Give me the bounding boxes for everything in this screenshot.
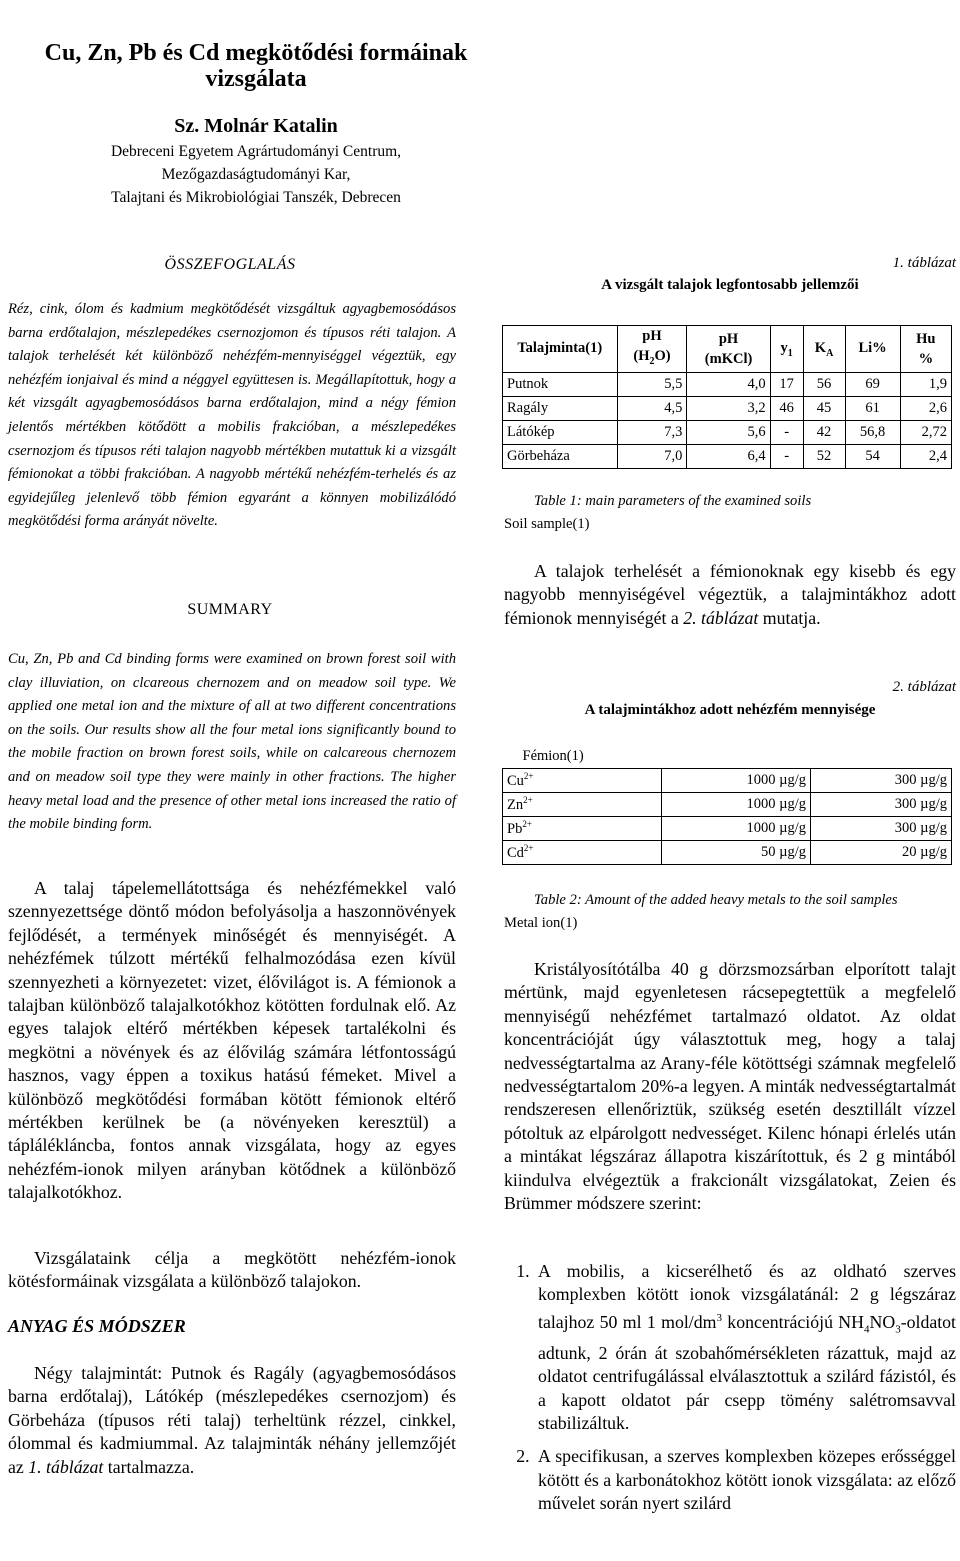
author-name: Sz. Molnár Katalin bbox=[174, 115, 338, 137]
table2-label: 2. táblázat bbox=[892, 679, 956, 695]
table-reference[interactable]: 1. táblázat bbox=[28, 1456, 104, 1477]
table-cell: 1,9 bbox=[900, 372, 951, 396]
table-cell: 1000 µg/g bbox=[662, 769, 811, 793]
table-cell: 42 bbox=[803, 420, 845, 444]
table-cell: 300 µg/g bbox=[811, 793, 952, 817]
load-text-end: mutatja. bbox=[758, 607, 821, 628]
table-cell: $Cd^{2+}$ bbox=[503, 841, 662, 865]
table1-caption: Table 1: main parameters of the examined soils bbox=[534, 493, 812, 509]
affiliation bbox=[0, 140, 512, 209]
table-cell: 2,72 bbox=[900, 420, 951, 444]
table-cell: 56 bbox=[803, 372, 845, 396]
load-paragraph bbox=[504, 560, 956, 630]
table1 bbox=[502, 325, 952, 469]
affiliation-line: Mezőgazdaságtudományi Kar, bbox=[161, 166, 351, 183]
table-row bbox=[503, 841, 952, 865]
list-item: 2. A specifikusan, a szerves komplexben közepes erősséggel kötött és a karbonátokhoz kötött ionok vizsgálata: az előző művelet során nyert szilárd bbox=[534, 1445, 956, 1515]
col-header: $K_A$ bbox=[803, 326, 845, 373]
table-cell: 2,4 bbox=[900, 444, 951, 468]
table-cell: 3,2 bbox=[687, 396, 770, 420]
table1-caption-sub: Soil sample(1) bbox=[504, 516, 590, 532]
table-cell: 4,0 bbox=[687, 372, 770, 396]
table-cell: - bbox=[770, 420, 803, 444]
table-cell: 4,5 bbox=[617, 396, 687, 420]
procedure-list bbox=[504, 1260, 956, 1516]
col-header: Fémion(1) bbox=[503, 745, 952, 769]
table-cell: 6,4 bbox=[687, 444, 770, 468]
table2-caption-sub: Metal ion(1) bbox=[504, 915, 578, 931]
table-cell: 45 bbox=[803, 396, 845, 420]
col-header: Talajminta(1) bbox=[503, 326, 618, 373]
table-row bbox=[503, 420, 952, 444]
table1-title: A vizsgált talajok legfontosabb jellemzői bbox=[601, 277, 859, 293]
table-cell: 17 bbox=[770, 372, 803, 396]
table-cell: 52 bbox=[803, 444, 845, 468]
affiliation-line: Debreceni Egyetem Agrártudományi Centrum, bbox=[110, 143, 402, 160]
list-item: 1. A mobilis, a kicserélhető és az oldható szerves komplexben kötött ionok vizsgálatánál: 2 g légszáraz talajhoz 50 ml 1 mol/$dm^3$ koncentrációjú $NH_4NO_3$-oldatot adtunk, 2 órán át szobahőmérsékleten rázattuk, majd az oldatot centrifugálással elválasztottuk a szilárd fázistól, és a kapott oldatot pár csepp tömény salétromsavval stabilizáltuk. bbox=[534, 1260, 956, 1435]
table-row bbox=[503, 372, 952, 396]
table-cell: 5,6 bbox=[687, 420, 770, 444]
abstract-text: Réz, cink, ólom és kadmium megkötődését vizsgáltuk agyagbemosódásos barna erdőtalajon, mészlepedékes csernozjomon és típusos réti talajon. A talajok terhelését két különböző nehézfém-mennyiséggel végeztük, egy nehézfém ionjaival és mind a néggyel együttesen is. Megállapítottuk, hogy a két vizsgált agyagbemosódásos barna erdőtalajon, mind a négy fémion jelentős mértékben kötődött a mobilis frakcióban, a mészlepedékes csernozjom és típusos réti talajon nagyobb mértékben mutattuk ki a vizsgált fémionokat a többi frakcióban. A nagyobb mértékű nehézfém-terhelés és az egyidejűleg jelenlevő több fémion egyaránt a könnyen mobilizálódó megkötődési forma arányát növelte. bbox=[8, 301, 456, 530]
table-row bbox=[503, 769, 952, 793]
table-cell: Ragály bbox=[503, 396, 618, 420]
table-cell: 7,3 bbox=[617, 420, 687, 444]
col-header: pH (mKCl) bbox=[687, 326, 770, 373]
table-cell: 1000 µg/g bbox=[662, 817, 811, 841]
table-cell: 50 µg/g bbox=[662, 841, 811, 865]
table-cell: 20 µg/g bbox=[811, 841, 952, 865]
table-cell: $Pb^{2+}$ bbox=[503, 817, 662, 841]
table-cell: 2,6 bbox=[900, 396, 951, 420]
table1-label: 1. táblázat bbox=[892, 255, 956, 271]
col-header: $y_1$ bbox=[770, 326, 803, 373]
table-cell: Putnok bbox=[503, 372, 618, 396]
table-cell: 5,5 bbox=[617, 372, 687, 396]
aim-paragraph: Vizsgálataink célja a megkötött nehézfém-ionok kötésformáinak vizsgálata a különböző talajokon. bbox=[8, 1248, 456, 1292]
load-text: A talajok terhelését a fémionoknak egy kisebb és egy nagyobb mennyiségével végeztük, a talajmintákhoz adott fémionok mennyiségét a bbox=[504, 561, 956, 628]
paper-title: Cu, Zn, Pb és Cd megkötődési formáinak vizsgálata bbox=[44, 40, 468, 92]
table-cell: - bbox=[770, 444, 803, 468]
table-row bbox=[503, 793, 952, 817]
table-cell: 300 µg/g bbox=[811, 769, 952, 793]
intro-paragraph: A talaj tápelemellátottsága és nehézfémekkel való szennyezettsége döntő módon befolyásolja a haszonnövények fejlődését, a termények minőségét és mennyiségét. A nehézfémek túlzott mértékű felhalmozódása ezen kívül szennyezheti a környezetet: vizet, élővilágot is. A fémionok a talajban különböző talajalkotókhoz kötötten fordulnak elő. Az egyes talajok eltérő mértékben képesek tartalékolni és megkötni a növények és az élővilág számára létfontosságú hasznos, vagy éppen a toxikus hatású fémeket. Mivel a különböző megkötődési formában kötött fémionok eltérő mértékben kerülnek be (a növényeken keresztül) a táplálékláncba, fontos annak vizsgálata, hogy az egyes nehézfém-ionok milyen arányban kötődnek a különböző talajalkotókhoz. bbox=[8, 878, 456, 1203]
table-cell: 56,8 bbox=[845, 420, 900, 444]
table-cell: 7,0 bbox=[617, 444, 687, 468]
table2-title: A talajmintákhoz adott nehézfém mennyisége bbox=[584, 702, 876, 718]
methods-paragraph bbox=[8, 1362, 456, 1479]
table-cell: 46 bbox=[770, 396, 803, 420]
methods-text-end: tartalmazza. bbox=[103, 1456, 195, 1477]
summary-heading: SUMMARY bbox=[187, 601, 273, 618]
preparation-paragraph: Kristályosítótálba 40 g dörzsmozsárban elporított talajt mértünk, majd egyenletesen rácsepegtettük a megfelelő mennyiségű nehézfémet tartalmazó oldatot. Az oldat koncentrációját úgy választottuk meg, hogy a talaj nedvességtartalma az Arany-féle kötöttségi számnak megfelelő nedvességtartalom 20%-a legyen. A minták nedvességtartalmát rendszeresen ellenőriztük, szükség esetén desztillált vízzel pótoltuk az elpárolgott nedvességet. Kilenc hónapi érlelés után a mintákat légszáraz állapotra kiszárítottuk, és 2 g mintából kiindulva elvégeztük a frakcionált vizsgálatokat, Zeien és Brümmer módszere szerint: bbox=[504, 959, 956, 1214]
table-row bbox=[503, 817, 952, 841]
methods-heading: ANYAG ÉS MÓDSZER bbox=[8, 1316, 186, 1336]
table-reference[interactable]: 2. táblázat bbox=[683, 607, 759, 628]
table-cell: 1000 µg/g bbox=[662, 793, 811, 817]
table-cell: 54 bbox=[845, 444, 900, 468]
table-cell: $Zn^{2+}$ bbox=[503, 793, 662, 817]
table-cell: 69 bbox=[845, 372, 900, 396]
table2-caption: Table 2: Amount of the added heavy metals to the soil samples bbox=[534, 892, 898, 908]
table-cell: $Cu^{2+}$ bbox=[503, 769, 662, 793]
table2 bbox=[502, 745, 952, 865]
table-cell: 61 bbox=[845, 396, 900, 420]
table-cell: 300 µg/g bbox=[811, 817, 952, 841]
col-header: Hu % bbox=[900, 326, 951, 373]
affiliation-line: Talajtani és Mikrobiológiai Tanszék, Debrecen bbox=[111, 189, 401, 206]
table-row bbox=[503, 444, 952, 468]
col-header: Li% bbox=[845, 326, 900, 373]
col-header: pH $(H_2O)$ bbox=[617, 326, 687, 373]
table-cell: Látókép bbox=[503, 420, 618, 444]
abstract-heading: ÖSSZEFOGLALÁS bbox=[164, 256, 296, 273]
table-cell: Görbeháza bbox=[503, 444, 618, 468]
methods-text: Négy talajmintát: Putnok és Ragály (agyagbemosódásos barna erdőtalaj), Látókép (mészlepedékes csernozjom) és Görbeháza (típusos réti talaj) terheltünk rézzel, cinkkel, ólommal és kadmiummal. Az talajminták néhány jellemzőjét az bbox=[8, 1363, 456, 1477]
summary-text: Cu, Zn, Pb and Cd binding forms were examined on brown forest soil with clay illuviation, on clcareous chernozem and on meadow soil type. We applied one metal ion and the mixture of all at two different concentrations on the soils. Our results show all the four metal ions significantly bound to the mobile fraction on brown forest soils, while on calcareous chernozem and on meadow soil type they were mainly in other fractions. The higher heavy metal load and the presence of other metal ions increased the ratio of the mobile binding form. bbox=[8, 651, 456, 833]
table-row bbox=[503, 396, 952, 420]
